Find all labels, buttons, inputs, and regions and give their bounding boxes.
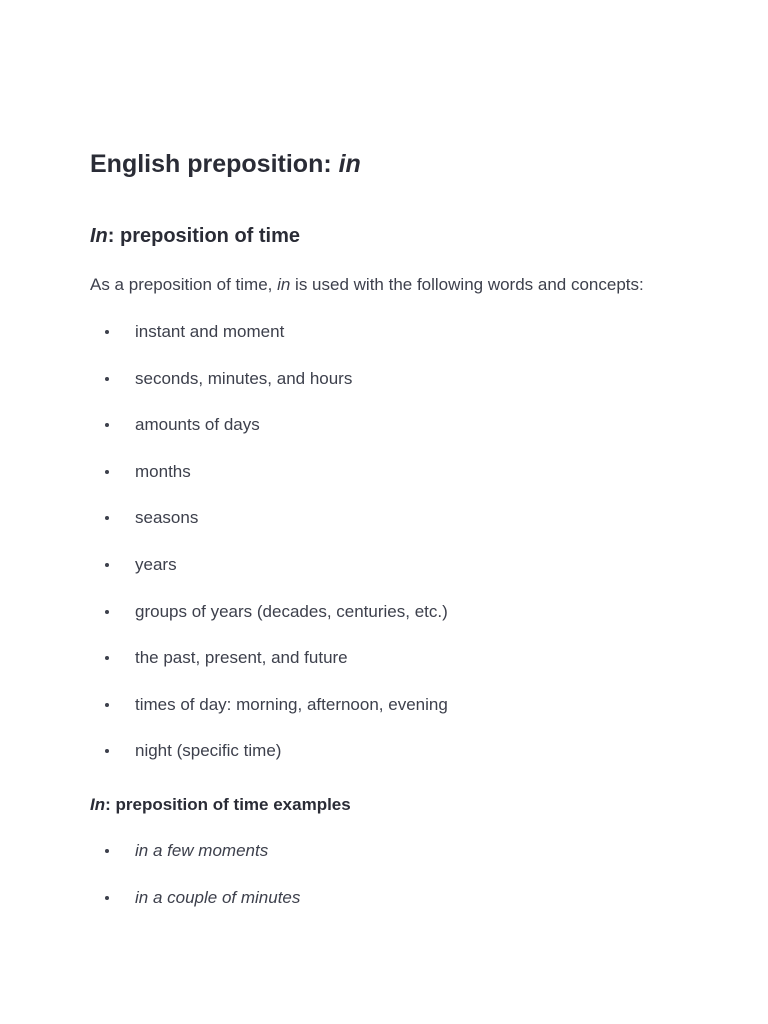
examples-list: [90, 840, 300, 933]
bullet-icon: [105, 470, 109, 474]
bullet-icon: [105, 703, 109, 707]
intro-text-before: As a preposition of time,: [90, 275, 278, 294]
intro-emphasis: in: [277, 275, 291, 294]
bullet-icon: [105, 516, 109, 520]
intro-paragraph: [90, 274, 644, 296]
section-title: [90, 222, 300, 250]
example-text: in a couple of minutes: [135, 887, 301, 907]
list-item-text: amounts of days: [135, 415, 260, 435]
list-item-text: times of day: morning, afternoon, evening: [135, 694, 448, 714]
bullet-icon: [105, 563, 109, 567]
page-title: [90, 148, 361, 180]
bullet-icon: [105, 610, 109, 614]
list-item-text: instant and moment: [135, 322, 285, 341]
list-item: [90, 887, 300, 934]
bullet-icon: [105, 330, 109, 334]
list-item: [90, 461, 448, 508]
bullet-icon: [105, 377, 109, 381]
intro-text-after: is used with the following words and concepts:: [290, 275, 644, 294]
examples-title-emphasis: In: [90, 795, 106, 814]
examples-title-rest: : preposition of time examples: [105, 795, 351, 814]
list-item: [90, 601, 448, 648]
bullet-icon: [105, 849, 109, 853]
section-title-emphasis: In: [90, 225, 108, 247]
list-item-text: the past, present, and future: [135, 648, 348, 668]
list-item: [90, 414, 448, 461]
section-title-rest: : preposition of time: [107, 225, 300, 247]
list-item: [90, 840, 300, 887]
list-item-text: seconds, minutes, and hours: [135, 368, 353, 388]
list-item: [90, 647, 448, 694]
bullet-icon: [105, 749, 109, 753]
example-text: in a few moments: [135, 841, 269, 860]
examples-title: [90, 794, 351, 816]
page-title-emphasis: in: [338, 150, 361, 178]
page-title-prefix: English preposition:: [90, 150, 339, 178]
list-item: [90, 740, 448, 787]
list-item-text: night (specific time): [135, 741, 282, 761]
list-item-text: years: [135, 554, 177, 574]
bullet-icon: [105, 656, 109, 660]
list-item: [90, 507, 448, 554]
list-item: [90, 321, 448, 368]
list-item: [90, 554, 448, 601]
list-item: [90, 694, 448, 741]
bullet-icon: [105, 896, 109, 900]
list-item-text: seasons: [135, 508, 199, 528]
bullet-icon: [105, 423, 109, 427]
list-item-text: months: [135, 461, 191, 481]
list-item: [90, 368, 448, 415]
list-item-text: groups of years (decades, centuries, etc.): [135, 601, 448, 621]
time-concepts-list: [90, 321, 448, 787]
